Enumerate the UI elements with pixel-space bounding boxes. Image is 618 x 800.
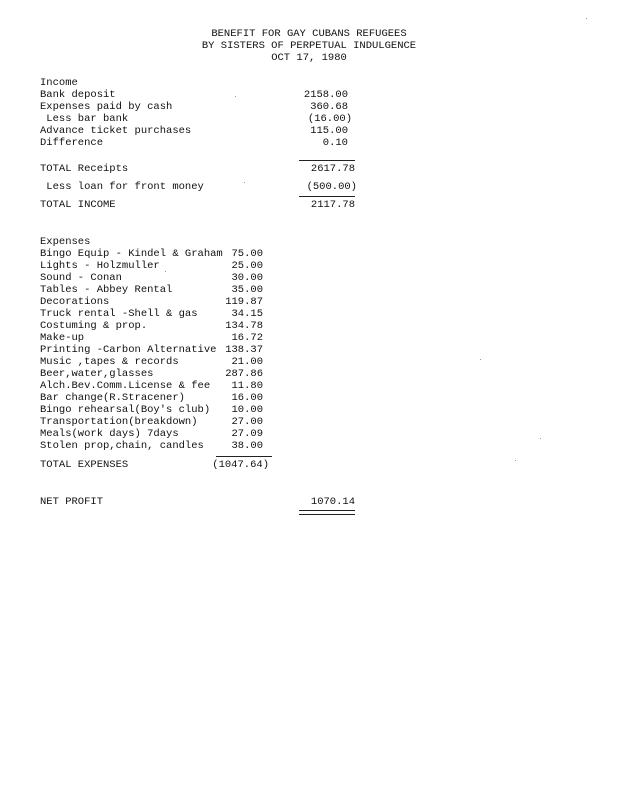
total-expenses-label: TOTAL EXPENSES (40, 459, 129, 471)
income-row-amount: 360.68 (310, 101, 348, 113)
expense-row-label: Truck rental -Shell & gas (40, 308, 198, 320)
expense-row-amount: 25.00 (231, 260, 263, 272)
expense-row-amount: 21.00 (231, 356, 263, 368)
document-subtitle: BY SISTERS OF PERPETUAL INDULGENCE (201, 40, 417, 52)
expense-row-label: Music ,tapes & records (40, 356, 179, 368)
expenses-heading: Expenses (40, 236, 91, 248)
less-loan-amount: (500.00) (306, 181, 357, 193)
expense-row-amount: 138.37 (225, 344, 263, 356)
expense-row-amount: 287.86 (225, 368, 263, 380)
expense-row-label: Transportation(breakdown) (40, 416, 198, 428)
less-loan-label: Less loan for front money (40, 181, 204, 193)
expense-row-label: Lights - Holzmuller (40, 260, 160, 272)
net-profit-double-underline (299, 510, 355, 515)
expenses-total-rule (216, 456, 272, 457)
scan-speck (480, 359, 481, 360)
expense-row-amount: 38.00 (231, 440, 263, 452)
scan-speck (540, 438, 541, 439)
expense-row-label: Sound - Conan (40, 272, 122, 284)
net-profit-amount: 1070.14 (310, 496, 355, 508)
income-row-amount: 0.10 (322, 137, 348, 149)
expense-row-label: Meals(work days) 7days (40, 428, 179, 440)
scan-speck (165, 271, 166, 272)
income-row-label: Difference (40, 137, 104, 149)
expense-row-label: Decorations (40, 296, 110, 308)
expense-row-label: Stolen prop,chain, candles (40, 440, 204, 452)
income-heading: Income (40, 77, 78, 89)
expense-row-label: Printing -Carbon Alternative (40, 344, 217, 356)
income-row-label: Bank deposit (40, 89, 116, 101)
income-row-amount: 2158.00 (303, 89, 348, 101)
expense-row-amount: 134.78 (225, 320, 263, 332)
scan-speck (235, 96, 236, 97)
expense-row-label: Bingo rehearsal(Boy's club) (40, 404, 211, 416)
total-receipts-amount: 2617.78 (310, 163, 355, 175)
expense-row-label: Costuming & prop. (40, 320, 148, 332)
scan-speck (244, 182, 245, 183)
income-row-amount: 115.00 (310, 125, 348, 137)
total-rule (299, 196, 355, 197)
expense-row-amount: 119.87 (225, 296, 263, 308)
expense-row-label: Bingo Equip - Kindel & Graham (40, 248, 223, 260)
expense-row-amount: 27.00 (231, 416, 263, 428)
net-profit-label: NET PROFIT (40, 496, 104, 508)
expense-row-label: Make-up (40, 332, 85, 344)
document-date: OCT 17, 1980 (271, 52, 347, 64)
income-row-label: Expenses paid by cash (40, 101, 173, 113)
expense-row-amount: 11.80 (231, 380, 263, 392)
expense-row-amount: 27.09 (231, 428, 263, 440)
expense-row-amount: 16.72 (231, 332, 263, 344)
expense-row-amount: 30.00 (231, 272, 263, 284)
expense-row-amount: 75.00 (231, 248, 263, 260)
total-income-amount: 2117.78 (310, 199, 355, 211)
expense-row-label: Tables - Abbey Rental (40, 284, 173, 296)
expense-row-amount: 35.00 (231, 284, 263, 296)
income-row-amount: (16.00) (307, 113, 352, 125)
income-row-label: Advance ticket purchases (40, 125, 192, 137)
expense-row-label: Alch.Bev.Comm.License & fee (40, 380, 211, 392)
scan-speck (515, 460, 516, 461)
total-receipts-label: TOTAL Receipts (40, 163, 129, 175)
scan-speck (586, 18, 587, 19)
expense-row-label: Bar change(R.Stracener) (40, 392, 185, 404)
expense-row-amount: 10.00 (231, 404, 263, 416)
income-row-label: Less bar bank (40, 113, 129, 125)
expense-row-amount: 16.00 (231, 392, 263, 404)
document-title: BENEFIT FOR GAY CUBANS REFUGEES (211, 28, 407, 40)
subtotal-rule (299, 160, 355, 161)
expense-row-label: Beer,water,glasses (40, 368, 154, 380)
total-income-label: TOTAL INCOME (40, 199, 116, 211)
expense-row-amount: 34.15 (231, 308, 263, 320)
total-expenses-amount: (1047.64) (212, 459, 269, 471)
